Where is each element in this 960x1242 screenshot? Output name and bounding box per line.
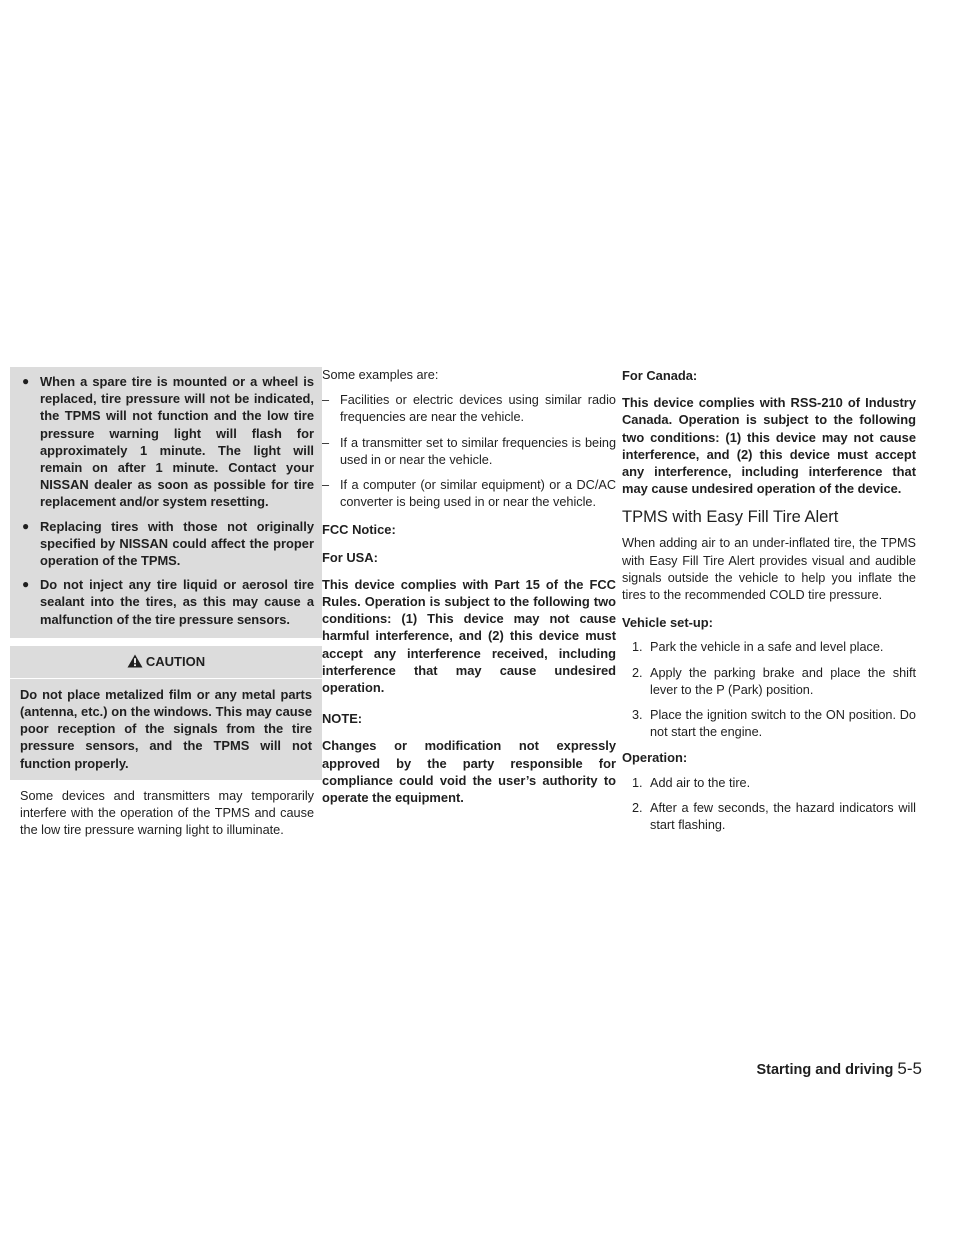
dash-icon: – xyxy=(322,393,330,408)
setup-step xyxy=(622,665,916,699)
bullet-item xyxy=(20,518,314,570)
usa-text: This device complies with Part 15 of the FCC Rules. Operation is subject to the following two conditions: (1) This device may not cause harmful interference, and (2) this device must accept any interference received, including interference that may cause undesired operation. xyxy=(322,576,616,696)
step-text: Place the ignition switch to the ON position. Do not start the engine. xyxy=(650,708,916,740)
canada-text: This device complies with RSS-210 of Industry Canada. Operation is subject to the following two conditions: (1) this device may not cause interference, and (2) this device must accept any interference, including interference that may cause undesired operation of the device. xyxy=(622,395,916,497)
step-text: After a few seconds, the hazard indicators will start flashing. xyxy=(650,800,916,833)
examples-intro: Some examples are: xyxy=(322,368,439,382)
bullet-icon: ● xyxy=(22,374,30,388)
warning-bullets-box xyxy=(10,367,322,638)
column-left xyxy=(20,367,314,839)
section-text: When adding air to an under-inflated tire, the TPMS with Easy Fill Tire Alert provides visual and audible signals outside the vehicle to help you inflate the tires to the recommended COLD tire pressure. xyxy=(622,536,916,603)
step-number: 1. xyxy=(632,640,643,655)
list-item-text: If a transmitter set to similar frequencies is being used in or near the vehicle. xyxy=(340,435,616,467)
operation-step xyxy=(622,800,916,834)
step-number: 1. xyxy=(632,775,643,790)
list-item xyxy=(322,435,616,469)
note-heading: NOTE: xyxy=(322,711,363,727)
column-right xyxy=(622,367,916,842)
step-number: 2. xyxy=(632,800,643,815)
bullet-icon: ● xyxy=(22,577,30,592)
step-number: 2. xyxy=(632,665,643,680)
bullet-text: When a spare tire is mounted or a wheel is replaced, tire pressure will not be indicated, the TPMS will not function and the low tire pressure warning light will flash for approximately 1 minute. The light will remain on after 1 minute. Contact your NISSAN dealer as soon as possible for tire replacement and/or system resetting. xyxy=(40,374,314,510)
bullet-text: Do not inject any tire liquid or aerosol tire sealant into the tires, as this may cause a malfunction of the tire pressure sensors. xyxy=(40,577,314,627)
step-text: Park the vehicle in a safe and level place. xyxy=(650,640,884,655)
bullet-icon: ● xyxy=(22,518,30,533)
interference-paragraph: Some devices and transmitters may temporarily interfere with the operation of the TPMS and cause the low tire pressure warning light to illuminate. xyxy=(20,788,314,838)
column-middle xyxy=(322,367,616,806)
warning-triangle-icon xyxy=(127,654,143,671)
note-text: Changes or modification not expressly approved by the party responsible for compliance could void the user’s authority to operate the equipment. xyxy=(322,738,616,806)
bullet-item xyxy=(20,576,314,628)
list-item xyxy=(322,477,616,511)
caution-title: CAUTION xyxy=(145,653,206,669)
caution-header xyxy=(10,646,322,679)
page-footer xyxy=(702,1059,922,1079)
dash-icon: – xyxy=(322,478,330,493)
usa-heading: For USA: xyxy=(322,549,378,565)
dash-icon: – xyxy=(322,435,330,450)
bullet-text: Replacing tires with those not originally specified by NISSAN could affect the proper operation of the TPMS. xyxy=(40,518,314,569)
list-item xyxy=(322,392,616,426)
setup-step xyxy=(622,639,916,656)
setup-step xyxy=(622,707,916,741)
footer-section-title: Starting and driving xyxy=(756,1062,894,1078)
step-number: 3. xyxy=(632,708,643,723)
setup-heading: Vehicle set-up: xyxy=(622,615,713,631)
fcc-heading: FCC Notice: xyxy=(322,522,396,538)
step-text: Add air to the tire. xyxy=(650,775,751,790)
section-title: TPMS with Easy Fill Tire Alert xyxy=(622,508,839,527)
page-number: 5-5 xyxy=(897,1059,922,1078)
step-text: Apply the parking brake and place the shift lever to the P (Park) position. xyxy=(650,665,916,697)
operation-heading: Operation: xyxy=(622,750,688,766)
list-item-text: If a computer (or similar equipment) or a DC/AC converter is being used in or near the vehicle. xyxy=(340,478,616,510)
operation-step xyxy=(622,775,916,792)
list-item-text: Facilities or electric devices using similar radio frequencies are near the vehicle. xyxy=(340,393,616,425)
caution-box xyxy=(10,646,322,780)
caution-text: Do not place metalized film or any metal parts (antenna, etc.) on the windows. This may cause poor reception of the signals from the tire pressure sensors, and the TPMS will not function properly. xyxy=(20,686,312,771)
canada-heading: For Canada: xyxy=(622,368,698,383)
bullet-item xyxy=(20,373,314,511)
